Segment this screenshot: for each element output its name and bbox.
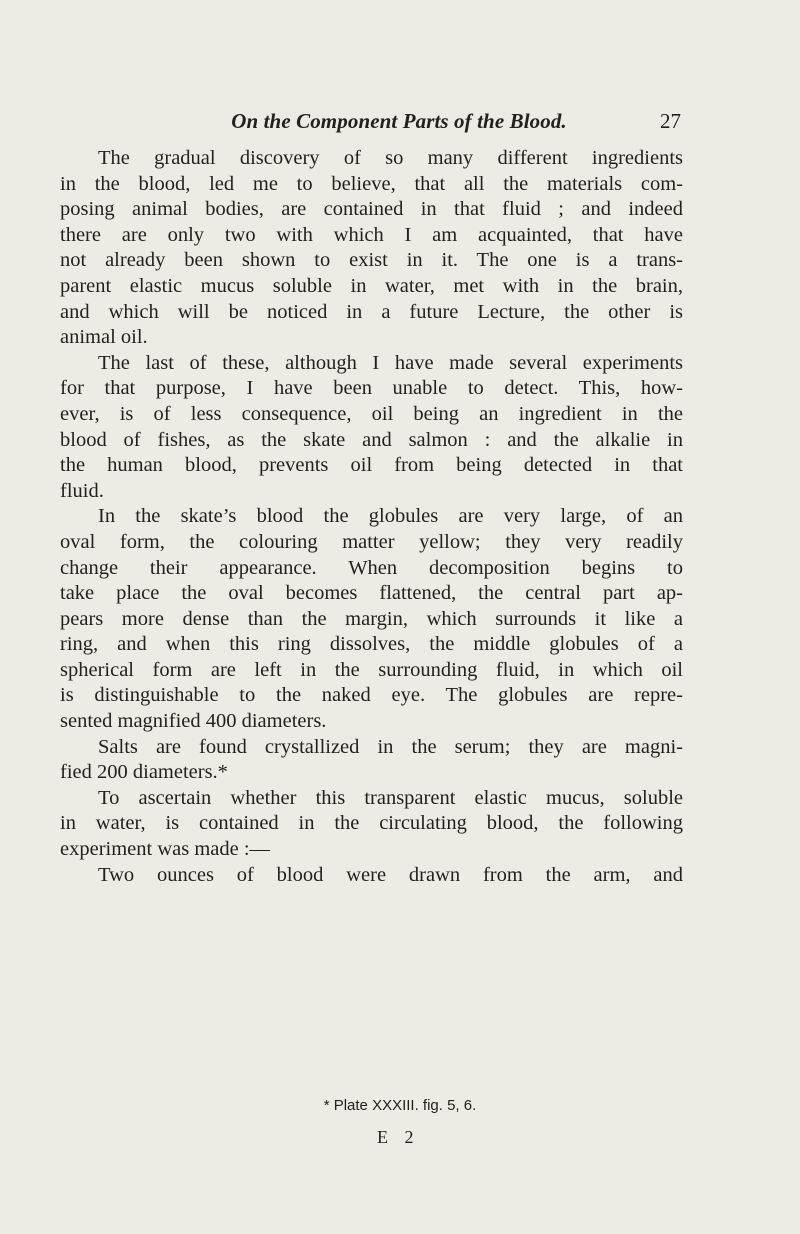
text-line: sented magnified 400 diameters. — [60, 710, 327, 733]
text-line: The last of these, although I have made several experiments — [98, 351, 683, 374]
text-line: in water, is contained in the circulating blood, the following — [60, 812, 683, 835]
text-line: To ascertain whether this transparent elastic mucus, soluble — [98, 786, 683, 809]
text-line: blood of fishes, as the skate and salmon : and the alkalie in — [60, 428, 683, 451]
text-line: The gradual discovery of so many different ingredients — [98, 147, 683, 169]
body-text — [60, 146, 683, 888]
text-line: there are only two with which I am acquainted, that have — [60, 223, 683, 246]
text-line: in the blood, led me to believe, that all the materials com- — [60, 172, 683, 195]
text-line: and which will be noticed in a future Lecture, the other is — [60, 300, 683, 323]
signature-mark: E 2 — [377, 1127, 420, 1147]
text-line: spherical form are left in the surrounding fluid, in which oil — [60, 658, 683, 681]
text-line: ever, is of less consequence, oil being an ingredient in the — [60, 402, 683, 425]
running-title: On the Component Parts of the Blood. — [231, 109, 567, 133]
footnote: * Plate XXXIII. fig. 5, 6. — [323, 1097, 477, 1114]
text-line: ring, and when this ring dissolves, the middle globules of a — [60, 633, 683, 656]
text-line: Salts are found crystallized in the serum; they are magni- — [98, 735, 683, 758]
text-line: posing animal bodies, are contained in that fluid ; and indeed — [60, 198, 683, 221]
text-line: oval form, the colouring matter yellow; they very readily — [60, 530, 683, 553]
text-line: fluid. — [60, 479, 104, 502]
text-line: is distinguishable to the naked eye. The globules are repre- — [60, 684, 683, 707]
text-line: not already been shown to exist in it. The one is a trans- — [60, 249, 683, 272]
text-line: In the skate’s blood the globules are very large, of an — [98, 505, 683, 528]
text-line: pears more dense than the margin, which surrounds it like a — [60, 607, 683, 630]
text-line: experiment was made :— — [60, 838, 271, 861]
text-line: change their appearance. When decomposition begins to — [60, 556, 683, 579]
text-line: animal oil. — [60, 326, 148, 349]
text-line: fied 200 diameters.* — [60, 761, 228, 784]
text-line: Two ounces of blood were drawn from the arm, and — [98, 863, 683, 886]
running-head — [117, 104, 681, 138]
text-line: the human blood, prevents oil from being detected in that — [60, 454, 683, 477]
text-line: for that purpose, I have been unable to detect. This, how- — [60, 377, 683, 400]
text-line: parent elastic mucus soluble in water, met with in the brain, — [60, 274, 683, 297]
page-number: 27 — [660, 109, 681, 133]
text-line: take place the oval becomes flattened, the central part ap- — [60, 582, 683, 605]
